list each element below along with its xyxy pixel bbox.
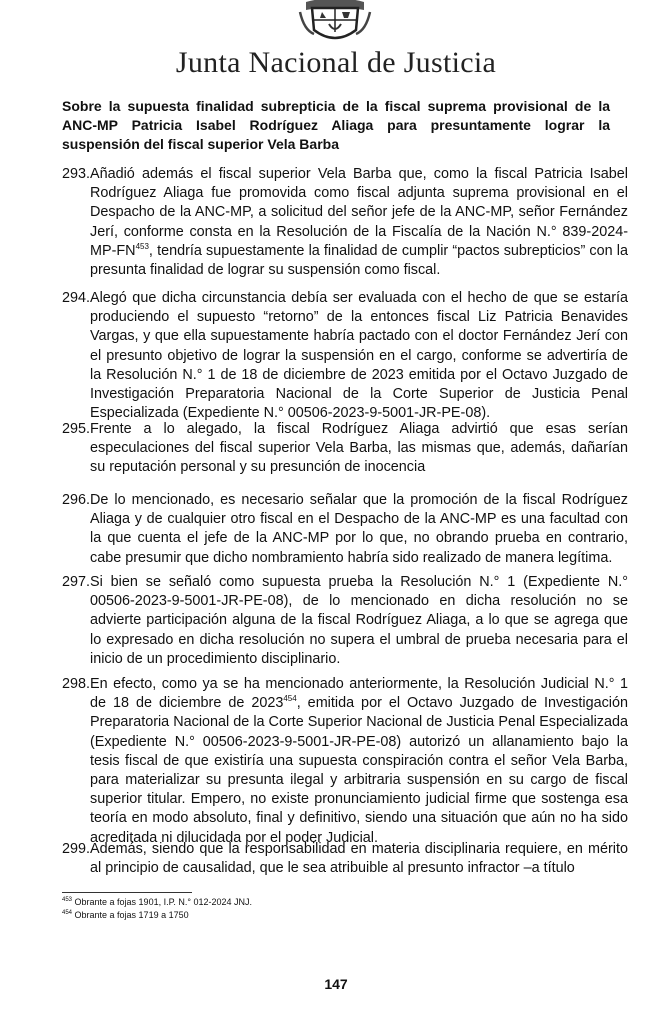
footnote-divider bbox=[62, 892, 192, 893]
paragraph-295 bbox=[62, 420, 628, 478]
paragraph-number: 299. bbox=[62, 841, 91, 857]
paragraph-296 bbox=[62, 491, 628, 568]
paragraph-299 bbox=[62, 840, 628, 878]
paragraph-text: Si bien se señaló como supuesta prueba la Resolución N.° 1 (Expediente N.° 00506-2023-9-5001-JR-PE-08), de lo mencionado en dicha resolución no se advierte participación alguna de la fiscal Rodríguez Aliaga, a lo que se agrega que lo expresado en dicha resolución no supera el umbral de prueba necesaria para el inicio de un procedimiento disciplinario. bbox=[90, 574, 628, 667]
paragraph-number: 295. bbox=[62, 421, 91, 437]
footnote-453: $^{453}$ Obrante a fojas 1901, I.P. N.° 012-2024 JNJ. bbox=[62, 897, 253, 907]
section-heading: Sobre la supuesta finalidad subrepticia de la fiscal suprema provisional de la ANC-MP Patricia Isabel Rodríguez Aliaga para presuntamente lograr la suspensión del fiscal superior Vela Barba bbox=[62, 98, 610, 152]
page-number: 147 bbox=[324, 976, 348, 992]
paragraph-number: 297. bbox=[62, 574, 91, 590]
paragraph-298 bbox=[62, 675, 628, 848]
paragraph-294 bbox=[62, 289, 628, 423]
paragraph-number: 296. bbox=[62, 492, 91, 508]
paragraph-293 bbox=[62, 165, 628, 280]
paragraph-text: Además, siendo que la responsabilidad en materia disciplinaria requiere, en mérito al principio de causalidad, que le sea atribuible al presunto infractor –a título bbox=[90, 841, 628, 877]
paragraph-text: Frente a lo alegado, la fiscal Rodríguez Aliaga advirtió que esas serían especulaciones del fiscal superior Vela Barba, las mismas que, además, dañarían su reputación personal y su presunción de inocencia bbox=[90, 421, 628, 476]
paragraph-text: Añadió además el fiscal superior Vela Barba que, como la fiscal Patricia Isabel Rodríguez Aliaga fue promovida como fiscal adjunta suprema provisional en el Despacho de la ANC-MP, a solicitud del señor jefe de la ANC-MP, señor Fernández Jerí, conforme consta en la Resolución de la Fiscalía de la Nación N.° 839-2024-MP-FN$^{453}$, tendría supuestamente la finalidad de cumplir “pactos subrepticios” con la presunta finalidad de lograr su suspensión como fiscal. bbox=[90, 166, 628, 279]
paragraph-number: 294. bbox=[62, 290, 91, 306]
paragraph-number: 293. bbox=[62, 166, 91, 182]
paragraph-text: Alegó que dicha circunstancia debía ser evaluada con el hecho de que se estaría produciendo el supuesto “retorno” de la entonces fiscal Liz Patricia Benavides Vargas, y que ella supuestamente habría pactado con el doctor Fernández Jerí con el presunto objetivo de lograr la suspensión en el cargo, conforme se advertiría de la Resolución N.° 1 de 18 de diciembre de 2023 emitida por el Octavo Juzgado de Investigación Preparatoria Nacional de la Corte Superior de Justicia Penal Especializada (Expediente N.° 00506-2023-9-5001-JR-PE-08). bbox=[90, 290, 628, 422]
paragraph-text: En efecto, como ya se ha mencionado anteriormente, la Resolución Judicial N.° 1 de 18 de diciembre de 2023$^{454}$, emitida por el Octavo Juzgado de Investigación Preparatoria Nacional de la Corte Superior Nacional de Justicia Penal Especializada (Expediente N.° 00506-2023-9-5001-JR-PE-08) autorizó un allanamiento bajo la tesis fiscal de que existiría una supuesta conspiración contra el señor Vela Barba, para materializar su presunta ilegal y arbitraria suspensión en su cargo de fiscal superior titular. Empero, no existe pronunciamiento judicial firme que sostenga esa teoría en modo absoluto, final y definitivo, siendo una situación que aún no ha sido acreditada ni dilucidada por el poder Judicial. bbox=[90, 676, 628, 846]
footnote-ref-453: 453 bbox=[135, 242, 149, 252]
footnote-454: $^{454}$ Obrante a fojas 1719 a 1750 bbox=[62, 910, 189, 920]
footnote-ref-454: 454 bbox=[283, 694, 297, 704]
paragraph-297 bbox=[62, 573, 628, 669]
institution-title: Junta Nacional de Justicia bbox=[175, 46, 497, 79]
coat-of-arms-logo bbox=[298, 0, 372, 44]
paragraph-text: De lo mencionado, es necesario señalar que la promoción de la fiscal Rodríguez Aliaga y de cualquier otro fiscal en el Despacho de la ANC-MP es una facultad con la que cuenta el jefe de la ANC-MP por lo que, no obrando prueba en contrario, cabe presumir que dicho nombramiento habría sido realizado de manera legítima. bbox=[90, 492, 628, 566]
paragraph-number: 298. bbox=[62, 676, 91, 692]
